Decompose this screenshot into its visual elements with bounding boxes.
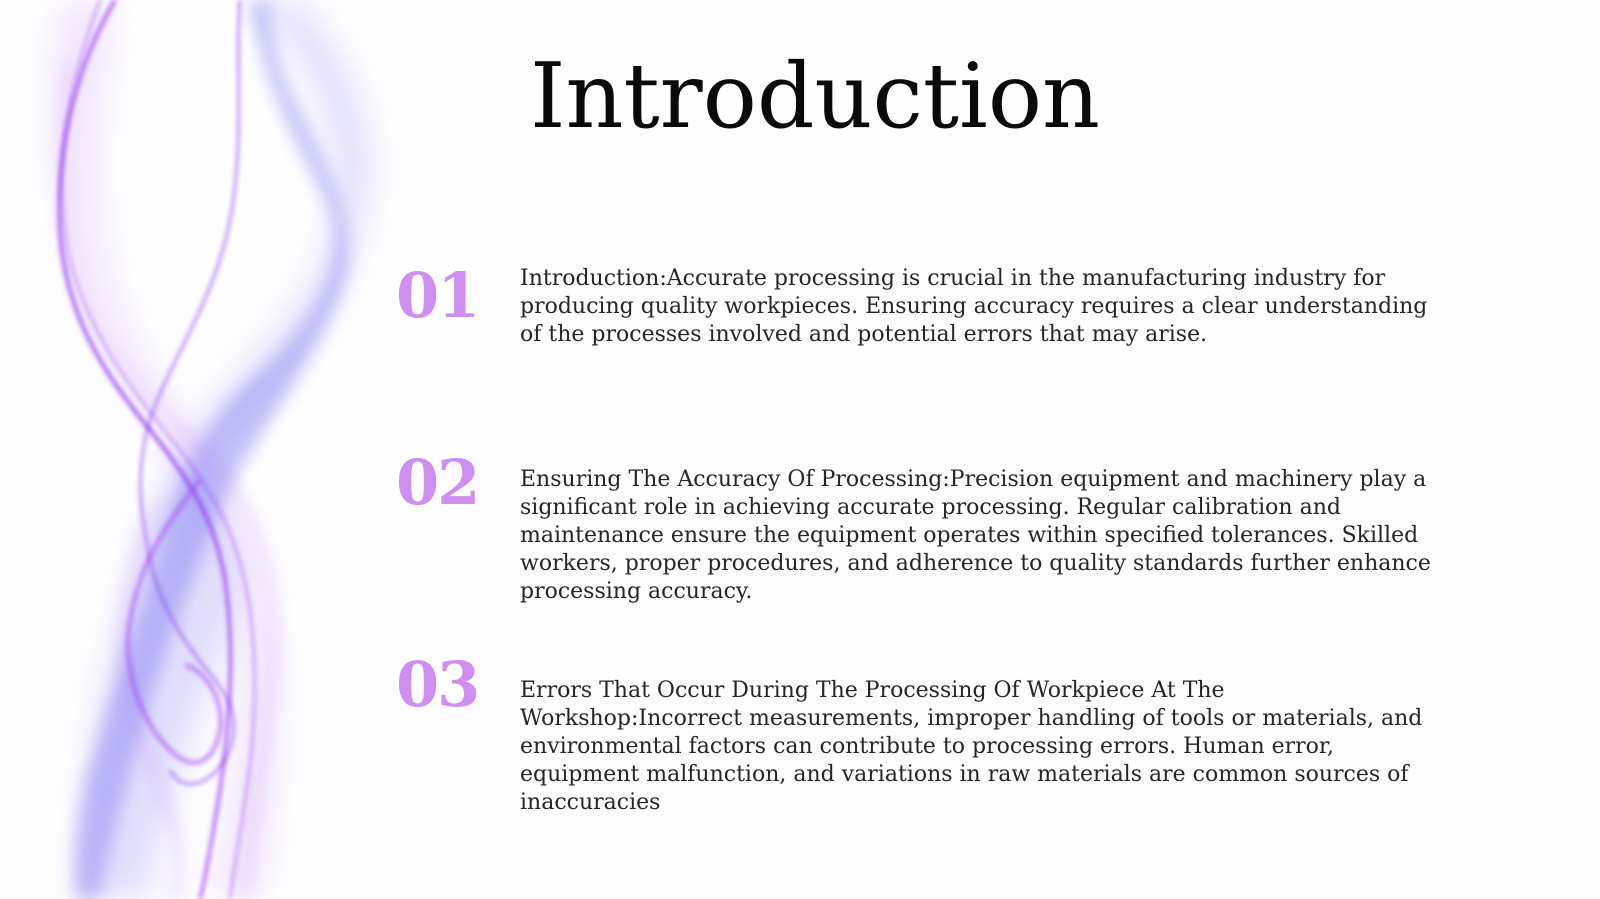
item-text: Ensuring The Accuracy Of Processing:Precision equipment and machinery play a significant role in achieving accurate processing. Regular calibration and maintenance ensure the equipment operates within specified tolerances. Skilled workers, proper procedures, and adherence to quality standards further enhance processing accuracy. [520,467,1431,604]
item-number: 02 [396,446,479,519]
item-text: Errors That Occur During The Processing Of Workpiece At The Workshop:Incorrect measurements, improper handling of tools or materials, and environmental factors can contribute to processing errors. Human error, equipment malfunction, and variations in raw materials are common sources of inaccuracies [520,678,1423,815]
item-number: 03 [396,648,479,721]
item-text: Introduction:Accurate processing is crucial in the manufacturing industry for producing quality workpieces. Ensuring accuracy requires a clear understanding of the processes involved and potential errors that may arise. [520,266,1428,347]
page-title: Introduction [530,44,1100,149]
item-number: 01 [396,259,479,332]
